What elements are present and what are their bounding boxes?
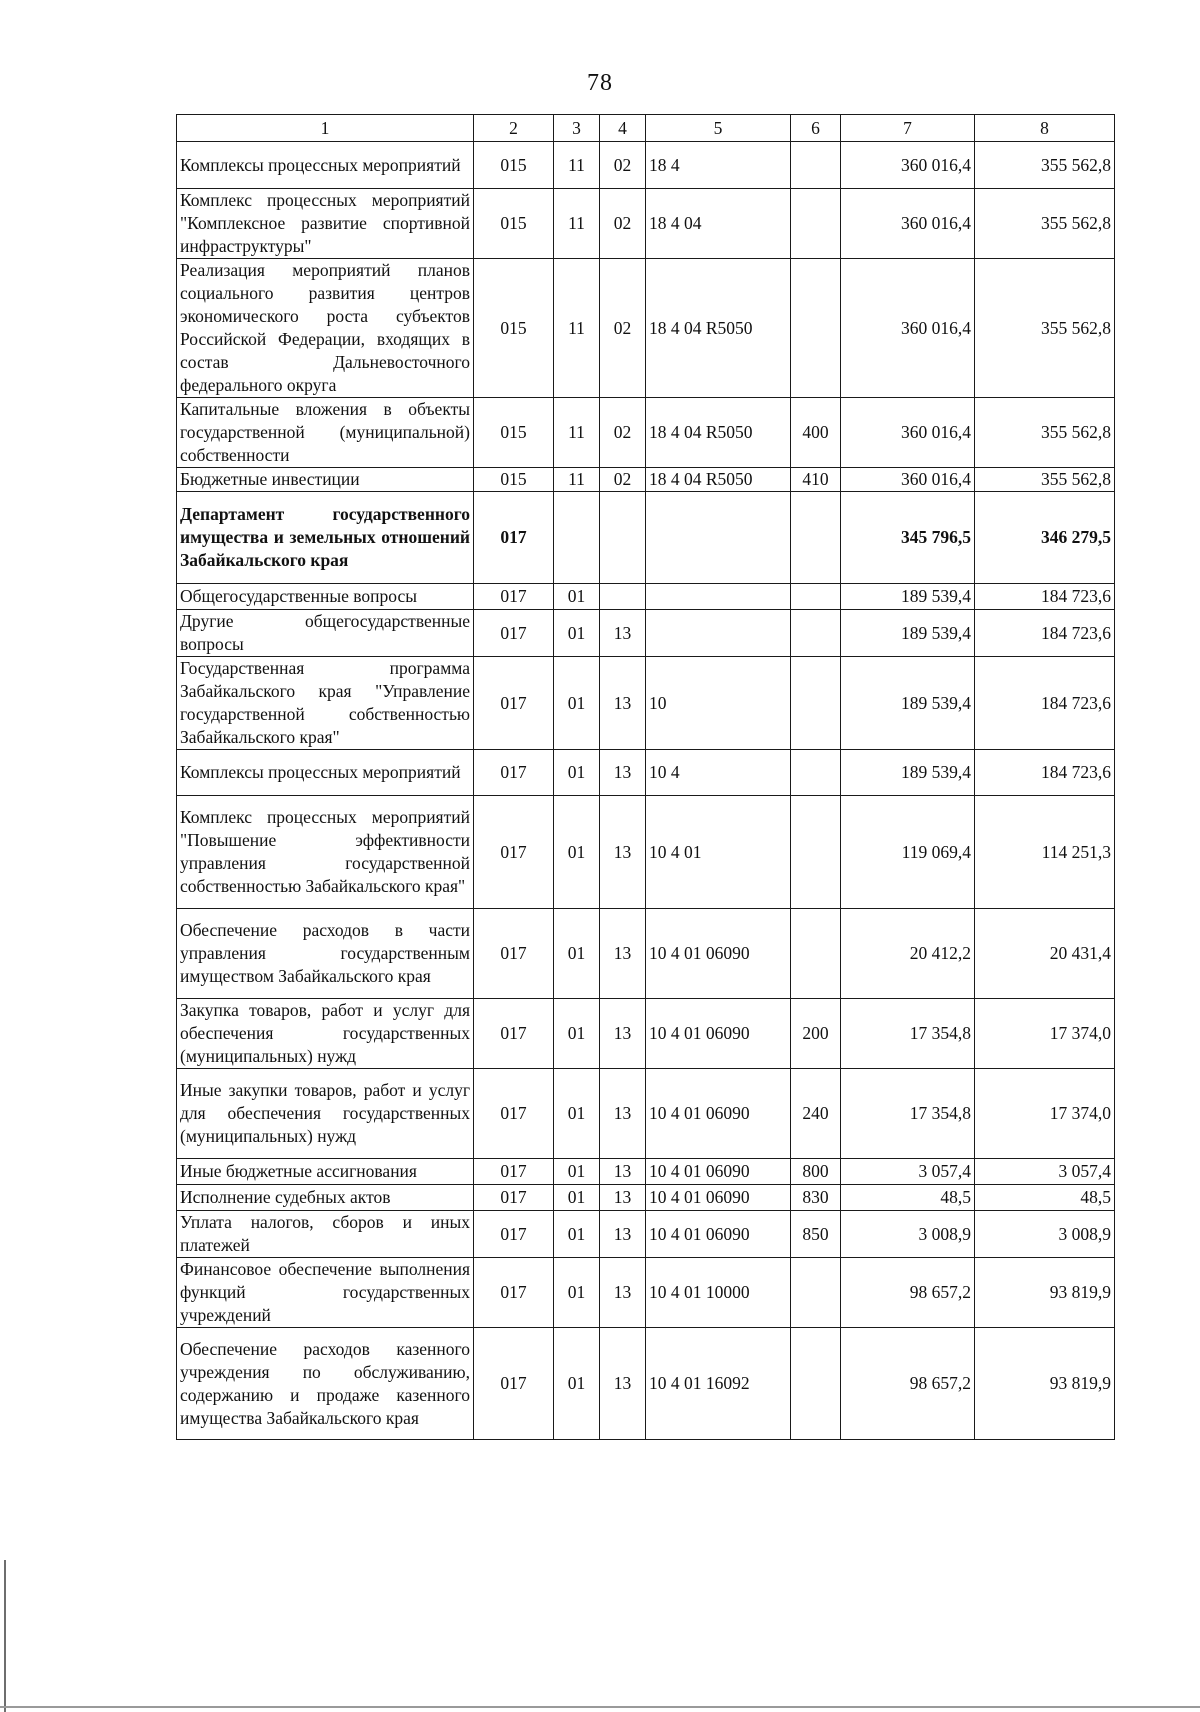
table-row: [177, 584, 1115, 610]
cell-amount-col8: 355 562,8: [975, 398, 1115, 468]
cell-subsection: 13: [600, 1159, 646, 1185]
table-row: [177, 657, 1115, 750]
cell-amount-col7: 98 657,2: [841, 1258, 975, 1328]
cell-name: Исполнение судебных актов: [177, 1185, 474, 1211]
table-row: [177, 1258, 1115, 1328]
cell-subsection: 13: [600, 1069, 646, 1159]
cell-amount-col8: 93 819,9: [975, 1328, 1115, 1440]
cell-section: 11: [554, 468, 600, 492]
cell-subsection: 13: [600, 1328, 646, 1440]
cell-name: Департамент государственного имущества и земельных отношений Забайкальского края: [177, 492, 474, 584]
cell-code: 015: [474, 259, 554, 398]
cell-section: 01: [554, 999, 600, 1069]
cell-code: 017: [474, 1211, 554, 1258]
cell-amount-col7: 119 069,4: [841, 796, 975, 909]
table-row: [177, 796, 1115, 909]
cell-section: 11: [554, 189, 600, 259]
cell-expense-type: 830: [791, 1185, 841, 1211]
cell-code: 017: [474, 492, 554, 584]
cell-expense-type: 850: [791, 1211, 841, 1258]
cell-amount-col7: 360 016,4: [841, 259, 975, 398]
cell-code: 015: [474, 189, 554, 259]
cell-amount-col7: 3 057,4: [841, 1159, 975, 1185]
table-row: [177, 259, 1115, 398]
cell-name: Финансовое обеспечение выполнения функций государственных учреждений: [177, 1258, 474, 1328]
table-row: [177, 1328, 1115, 1440]
cell-subsection: 02: [600, 259, 646, 398]
table-row: [177, 610, 1115, 657]
cell-expense-type: [791, 492, 841, 584]
cell-code: 017: [474, 1069, 554, 1159]
cell-amount-col8: 355 562,8: [975, 189, 1115, 259]
cell-subsection: 13: [600, 610, 646, 657]
cell-subsection: [600, 584, 646, 610]
cell-expense-type: [791, 142, 841, 189]
table-body: [177, 142, 1115, 1440]
cell-section: 01: [554, 610, 600, 657]
budget-table: [176, 114, 1115, 1440]
cell-name: Другие общегосударственные вопросы: [177, 610, 474, 657]
cell-amount-col7: 189 539,4: [841, 584, 975, 610]
cell-target-article: 10 4 01 06090: [646, 1185, 791, 1211]
scan-edge-bottom: [0, 1706, 1200, 1708]
table-row: [177, 909, 1115, 999]
cell-amount-col8: 184 723,6: [975, 750, 1115, 796]
cell-section: 11: [554, 142, 600, 189]
cell-target-article: 10 4 01: [646, 796, 791, 909]
cell-amount-col8: 17 374,0: [975, 1069, 1115, 1159]
cell-name: Комплексы процессных мероприятий: [177, 750, 474, 796]
cell-target-article: 18 4 04 R5050: [646, 468, 791, 492]
cell-code: 017: [474, 909, 554, 999]
cell-subsection: 02: [600, 398, 646, 468]
cell-expense-type: 400: [791, 398, 841, 468]
cell-amount-col8: 355 562,8: [975, 259, 1115, 398]
cell-code: 017: [474, 796, 554, 909]
cell-amount-col8: 184 723,6: [975, 584, 1115, 610]
cell-expense-type: [791, 610, 841, 657]
cell-expense-type: 800: [791, 1159, 841, 1185]
cell-subsection: 13: [600, 1211, 646, 1258]
cell-code: 017: [474, 1328, 554, 1440]
cell-amount-col7: 189 539,4: [841, 657, 975, 750]
cell-amount-col8: 184 723,6: [975, 610, 1115, 657]
cell-amount-col7: 48,5: [841, 1185, 975, 1211]
cell-amount-col7: 360 016,4: [841, 189, 975, 259]
cell-amount-col8: 346 279,5: [975, 492, 1115, 584]
cell-subsection: 13: [600, 657, 646, 750]
cell-name: Комплекс процессных мероприятий "Комплексное развитие спортивной инфраструктуры": [177, 189, 474, 259]
cell-amount-col8: 3 008,9: [975, 1211, 1115, 1258]
cell-name: Общегосударственные вопросы: [177, 584, 474, 610]
cell-amount-col7: 360 016,4: [841, 142, 975, 189]
table-row: [177, 468, 1115, 492]
cell-code: 017: [474, 610, 554, 657]
cell-section: 01: [554, 1185, 600, 1211]
column-header-1: 1: [177, 115, 474, 142]
cell-section: 01: [554, 796, 600, 909]
cell-expense-type: 410: [791, 468, 841, 492]
table-row: [177, 142, 1115, 189]
table-row: [177, 398, 1115, 468]
cell-name: Комплексы процессных мероприятий: [177, 142, 474, 189]
cell-target-article: 18 4: [646, 142, 791, 189]
cell-amount-col8: 48,5: [975, 1185, 1115, 1211]
cell-amount-col8: 355 562,8: [975, 468, 1115, 492]
cell-name: Иные бюджетные ассигнования: [177, 1159, 474, 1185]
page-number: 78: [587, 70, 613, 96]
cell-section: 01: [554, 657, 600, 750]
cell-amount-col8: 3 057,4: [975, 1159, 1115, 1185]
cell-amount-col7: 3 008,9: [841, 1211, 975, 1258]
cell-target-article: 10 4 01 06090: [646, 1211, 791, 1258]
column-header-4: 4: [600, 115, 646, 142]
cell-name: Реализация мероприятий планов социального развития центров экономического роста субъектов Российской Федерации, входящих в состав Дальневосточного федерального округа: [177, 259, 474, 398]
cell-section: 01: [554, 1328, 600, 1440]
cell-code: 017: [474, 584, 554, 610]
cell-code: 017: [474, 750, 554, 796]
cell-subsection: 13: [600, 796, 646, 909]
cell-name: Иные закупки товаров, работ и услуг для обеспечения государственных (муниципальных) нужд: [177, 1069, 474, 1159]
cell-target-article: 10 4 01 06090: [646, 999, 791, 1069]
cell-name: Государственная программа Забайкальского края "Управление государственной собственностью Забайкальского края": [177, 657, 474, 750]
cell-target-article: 18 4 04 R5050: [646, 398, 791, 468]
cell-code: 017: [474, 1159, 554, 1185]
cell-code: 015: [474, 398, 554, 468]
column-header-8: 8: [975, 115, 1115, 142]
table-row: [177, 1211, 1115, 1258]
cell-amount-col7: 189 539,4: [841, 750, 975, 796]
cell-name: Закупка товаров, работ и услуг для обеспечения государственных (муниципальных) нужд: [177, 999, 474, 1069]
cell-target-article: 10 4 01 06090: [646, 1069, 791, 1159]
table-row: [177, 492, 1115, 584]
cell-code: 015: [474, 468, 554, 492]
table-row: [177, 1159, 1115, 1185]
cell-amount-col8: 184 723,6: [975, 657, 1115, 750]
cell-section: 01: [554, 750, 600, 796]
cell-amount-col7: 17 354,8: [841, 1069, 975, 1159]
cell-section: 01: [554, 1258, 600, 1328]
cell-amount-col7: 345 796,5: [841, 492, 975, 584]
cell-expense-type: [791, 259, 841, 398]
cell-target-article: 18 4 04 R5050: [646, 259, 791, 398]
cell-target-article: [646, 492, 791, 584]
cell-expense-type: [791, 584, 841, 610]
column-header-2: 2: [474, 115, 554, 142]
cell-subsection: 02: [600, 142, 646, 189]
cell-expense-type: 240: [791, 1069, 841, 1159]
cell-target-article: 10 4: [646, 750, 791, 796]
cell-section: 01: [554, 1069, 600, 1159]
cell-section: 01: [554, 1159, 600, 1185]
cell-subsection: 13: [600, 999, 646, 1069]
cell-expense-type: [791, 909, 841, 999]
cell-subsection: 02: [600, 189, 646, 259]
cell-expense-type: [791, 750, 841, 796]
cell-amount-col7: 360 016,4: [841, 398, 975, 468]
cell-name: Уплата налогов, сборов и иных платежей: [177, 1211, 474, 1258]
cell-name: Обеспечение расходов казенного учреждения по обслуживанию, содержанию и продаже казенного имущества Забайкальского края: [177, 1328, 474, 1440]
table-row: [177, 999, 1115, 1069]
cell-code: 017: [474, 1185, 554, 1211]
table-row: [177, 1185, 1115, 1211]
cell-code: 017: [474, 1258, 554, 1328]
cell-target-article: 10 4 01 16092: [646, 1328, 791, 1440]
cell-name: Обеспечение расходов в части управления государственным имуществом Забайкальского края: [177, 909, 474, 999]
cell-section: 01: [554, 909, 600, 999]
cell-expense-type: [791, 1258, 841, 1328]
column-header-6: 6: [791, 115, 841, 142]
cell-target-article: 18 4 04: [646, 189, 791, 259]
column-header-3: 3: [554, 115, 600, 142]
cell-target-article: 10 4 01 10000: [646, 1258, 791, 1328]
cell-amount-col7: 360 016,4: [841, 468, 975, 492]
cell-section: 11: [554, 398, 600, 468]
cell-amount-col8: 114 251,3: [975, 796, 1115, 909]
cell-amount-col7: 98 657,2: [841, 1328, 975, 1440]
cell-code: 017: [474, 657, 554, 750]
cell-section: 11: [554, 259, 600, 398]
cell-expense-type: [791, 657, 841, 750]
cell-subsection: 02: [600, 468, 646, 492]
table-row: [177, 189, 1115, 259]
cell-code: 015: [474, 142, 554, 189]
cell-amount-col8: 20 431,4: [975, 909, 1115, 999]
cell-amount-col7: 20 412,2: [841, 909, 975, 999]
cell-target-article: 10: [646, 657, 791, 750]
cell-subsection: 13: [600, 1185, 646, 1211]
cell-name: Комплекс процессных мероприятий "Повышение эффективности управления государственной собственностью Забайкальского края": [177, 796, 474, 909]
cell-amount-col8: 355 562,8: [975, 142, 1115, 189]
column-header-5: 5: [646, 115, 791, 142]
cell-expense-type: [791, 189, 841, 259]
cell-target-article: 10 4 01 06090: [646, 909, 791, 999]
cell-section: [554, 492, 600, 584]
cell-section: 01: [554, 584, 600, 610]
cell-amount-col8: 17 374,0: [975, 999, 1115, 1069]
cell-subsection: [600, 492, 646, 584]
column-header-7: 7: [841, 115, 975, 142]
cell-subsection: 13: [600, 1258, 646, 1328]
cell-name: Бюджетные инвестиции: [177, 468, 474, 492]
cell-code: 017: [474, 999, 554, 1069]
cell-name: Капитальные вложения в объекты государственной (муниципальной) собственности: [177, 398, 474, 468]
scan-edge-left: [4, 1560, 6, 1712]
cell-target-article: [646, 610, 791, 657]
table-row: [177, 1069, 1115, 1159]
cell-amount-col7: 189 539,4: [841, 610, 975, 657]
cell-target-article: 10 4 01 06090: [646, 1159, 791, 1185]
cell-target-article: [646, 584, 791, 610]
cell-expense-type: [791, 1328, 841, 1440]
cell-expense-type: [791, 796, 841, 909]
cell-subsection: 13: [600, 909, 646, 999]
cell-amount-col7: 17 354,8: [841, 999, 975, 1069]
cell-section: 01: [554, 1211, 600, 1258]
table-header-row: [177, 115, 1115, 142]
cell-expense-type: 200: [791, 999, 841, 1069]
cell-amount-col8: 93 819,9: [975, 1258, 1115, 1328]
table-row: [177, 750, 1115, 796]
cell-subsection: 13: [600, 750, 646, 796]
